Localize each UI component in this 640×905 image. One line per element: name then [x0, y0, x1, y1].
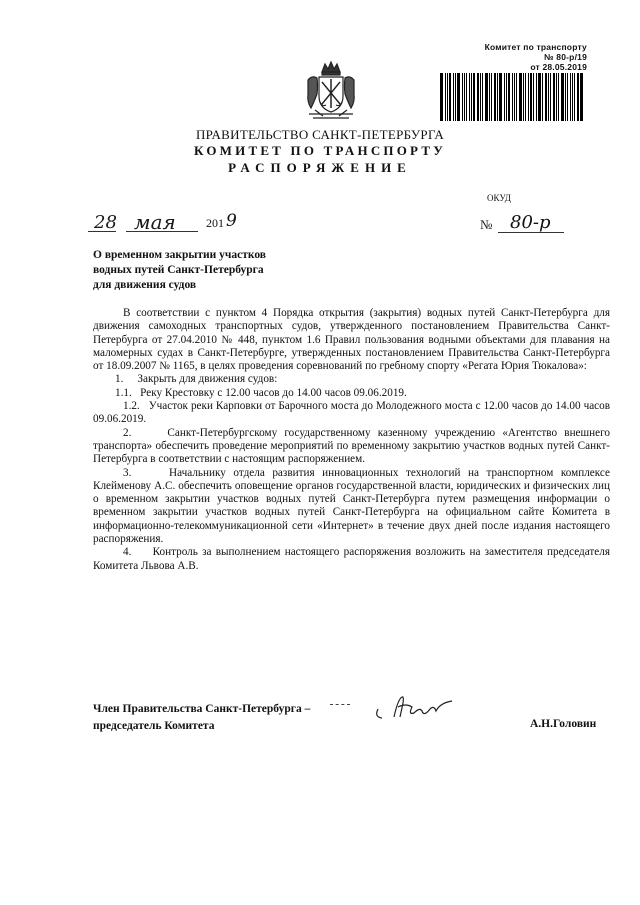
okud-label: ОКУД	[487, 193, 511, 203]
subject-line: водных путей Санкт-Петербурга	[93, 264, 264, 276]
barcode-bar	[504, 73, 505, 121]
barcode-bar	[464, 73, 466, 121]
handwritten-signature	[372, 693, 462, 723]
barcode-bar	[572, 73, 573, 121]
barcode-bar	[477, 73, 479, 121]
barcode-bar	[528, 73, 529, 121]
government-title: ПРАВИТЕЛЬСТВО САНКТ-ПЕТЕРБУРГА	[195, 127, 445, 142]
barcode-bar	[538, 73, 541, 121]
position-line-2: председатель Комитета	[93, 720, 215, 732]
barcode-bar	[533, 73, 534, 121]
item-2: 2. Санкт-Петербургскому государственному казенному учреждению «Агентство внешнего транспорта» обеспечить проведение мероприятий по временному закрытию участков водных путей Санкт-Петербурга в соответствии с настоящим распоряжением.	[93, 426, 610, 466]
barcode-bar	[440, 73, 443, 121]
barcode-bar	[506, 73, 507, 121]
barcode-bar	[556, 73, 557, 121]
barcode-bar	[567, 73, 568, 121]
barcode-bar	[473, 73, 475, 121]
barcode-bar	[570, 73, 572, 121]
barcode	[440, 73, 584, 121]
registration-stamp	[455, 42, 587, 72]
date-day: 28	[94, 212, 117, 233]
item-1: 1. Закрыть для движения судов:	[115, 373, 278, 386]
barcode-bar	[558, 73, 559, 121]
item-1-1: 1.1. Реку Крестовку с 12.00 часов до 14.00 часов 09.06.2019.	[115, 386, 407, 399]
barcode-bar	[447, 73, 448, 121]
intro-paragraph: В соответствии с пунктом 4 Порядка открытия (закрытия) водных путей Санкт-Петербурга для движения самоходных транспортных судов, утвержденного постановлением Правительства Санкт-Петербурга от 27.04.2010 № 448, пунктом 1.6 Правил пользования водными объектами для плавания на маломерных судах в Санкт-Петербурге, утвержденных постановлением Правительства Санкт-Петербурга от 18.09.2007 № 1165, в целях проведения соревнований по гребному спорту «Регата Юрия Тюкалова»:	[93, 307, 610, 373]
barcode-bar	[542, 73, 543, 121]
barcode-bar	[469, 73, 470, 121]
stamp-committee: Комитет по транспорту	[484, 42, 587, 52]
barcode-bar	[512, 73, 513, 121]
barcode-bar	[550, 73, 551, 121]
barcode-bar	[553, 73, 555, 121]
barcode-bar	[485, 73, 488, 121]
barcode-bar	[445, 73, 446, 121]
barcode-bar	[580, 73, 583, 121]
barcode-bar	[519, 73, 522, 121]
item-1-2: 1.2. Участок реки Карповки от Барочного моста до Молодежного моста с 12.00 часов до 14.00 часов 09.06.2019.	[93, 400, 610, 426]
signatory-position	[93, 701, 310, 735]
barcode-bar	[491, 73, 492, 121]
stamp-number: № 80-р/19	[544, 52, 587, 62]
subject-line: для движения судов	[93, 279, 197, 291]
number-value: 80-р	[510, 212, 551, 233]
barcode-bar	[499, 73, 502, 121]
barcode-bar	[577, 73, 579, 121]
barcode-bar	[494, 73, 496, 121]
date-year-suffix: 9	[226, 211, 237, 231]
barcode-bar	[514, 73, 515, 121]
coat-of-arms-icon	[303, 58, 359, 124]
document-number	[480, 211, 570, 237]
date-year-prefix: 201	[206, 216, 224, 230]
barcode-bar	[455, 73, 456, 121]
number-label: №	[480, 217, 493, 232]
item-3: 3. Начальнику отдела развития инновационных технологий на транспортном комплексе Клейменову А.С. обеспечить оповещение органов государственной власти, юридических и физических лиц о временном закрытии участков водных путей Санкт-Петербурга путем размещения информации о временном закрытии участков водных путей Санкт-Петербурга на официальном сайте Комитета в информационно-телекоммуникационной сети «Интернет» в течение двух дней после издания настоящего распоряжения.	[93, 466, 610, 546]
barcode-bar	[545, 73, 547, 121]
barcode-bar	[471, 73, 472, 121]
barcode-bar	[516, 73, 518, 121]
barcode-bar	[548, 73, 549, 121]
barcode-bar	[457, 73, 460, 121]
barcode-bar	[565, 73, 566, 121]
item-4: 4. Контроль за выполнением настоящего распоряжения возложить на заместителя председателя Комитета Львова А.В.	[93, 546, 610, 572]
barcode-bar	[523, 73, 524, 121]
barcode-bar	[480, 73, 481, 121]
position-line-1: Член Правительства Санкт-Петербурга –	[93, 703, 311, 715]
barcode-bar	[462, 73, 463, 121]
date-month: мая	[134, 210, 176, 234]
document-subject	[93, 248, 353, 293]
barcode-bar	[449, 73, 451, 121]
stamp-date: от 28.05.2019	[530, 62, 587, 72]
barcode-bar	[536, 73, 537, 121]
subject-line: О временном закрытии участков	[93, 249, 266, 261]
barcode-bar	[453, 73, 454, 121]
barcode-bar	[561, 73, 564, 121]
barcode-bar	[482, 73, 483, 121]
barcode-bar	[508, 73, 510, 121]
barcode-bar	[489, 73, 490, 121]
signatory-name: А.Н.Головин	[530, 718, 597, 730]
document-date	[88, 210, 258, 236]
document-body	[93, 307, 610, 573]
barcode-bar	[574, 73, 575, 121]
barcode-bar	[497, 73, 498, 121]
document-type: РАСПОРЯЖЕНИЕ	[228, 160, 412, 175]
barcode-bar	[525, 73, 526, 121]
barcode-bar	[466, 73, 467, 121]
committee-title: КОМИТЕТ ПО ТРАНСПОРТУ	[194, 143, 446, 158]
barcode-bar	[530, 73, 532, 121]
